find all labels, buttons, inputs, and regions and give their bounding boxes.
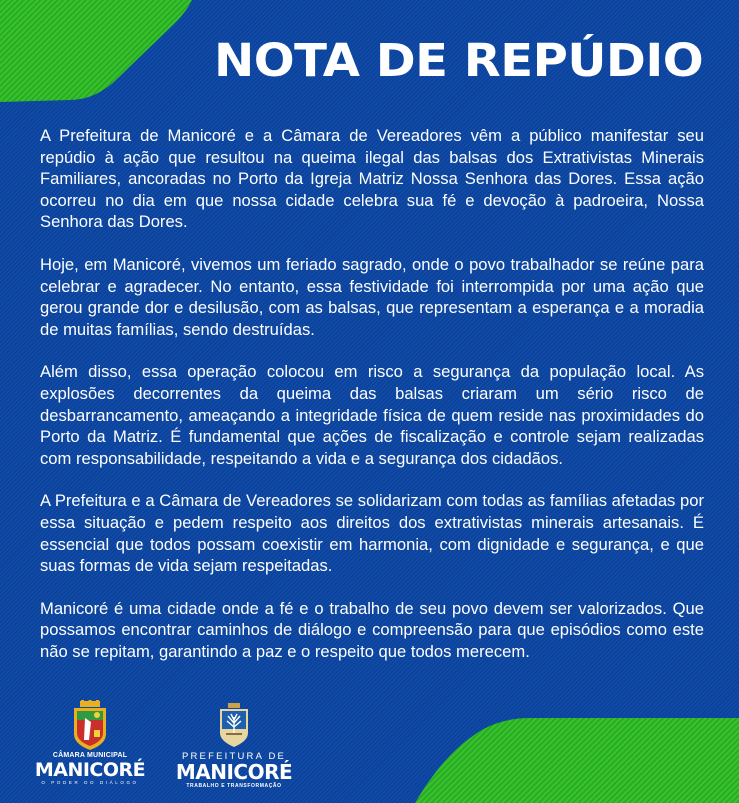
camara-municipal-logo (34, 700, 146, 786)
paragraph-5: Manicoré é uma cidade onde a fé e o trabalho de seu povo devem ser valorizados. Que possamos encontrar caminhos de diálogo e compreensão para que episódios como este não se repitam, garantindo a paz e o respeito que todos merecem. (40, 598, 704, 661)
paragraph-4: A Prefeitura e a Câmara de Vereadores se solidarizam com todas as famílias afetadas por essa situação e pedem respeito aos direitos dos extrativistas minerais artesanais. É essencial que todos possam coexistir em harmonia, com dignidade e segurança, e que suas formas de vida sejam respeitadas. (40, 491, 704, 576)
page-title: NOTA DE REPÚDIO (213, 34, 703, 87)
paragraph-3: Além disso, essa operação colocou em risco a segurança da população local. As explosões decorrentes da queima das balsas criaram um sério risco de desbarrancamento, ameaçando a integridade física de quem reside nas proximidades do Porto da Matriz. É fundamental que ações de fiscalização e controle sejam realizadas com responsabilidade, respeitando a vida e a segurança dos cidadãos. (40, 362, 704, 468)
prefeitura-name: MANICORÉ (175, 760, 293, 784)
prefeitura-logo (176, 703, 292, 789)
camara-coat-of-arms-icon (70, 700, 110, 750)
prefeitura-top-label: PREFEITURA DE (181, 751, 287, 762)
camara-top-label: CÂMARA MUNICIPAL (52, 752, 128, 759)
statement-body (40, 125, 704, 683)
prefeitura-coat-of-arms-icon (216, 703, 252, 747)
camara-tagline: O PODER DO DIÁLOGO (41, 780, 139, 785)
paragraph-1: A Prefeitura de Manicoré e a Câmara de Vereadores vêm a público manifestar seu repúdio à ação que resultou na queima ilegal das balsas dos Extrativistas Minerais Familiares, ancoradas no Porto da Igreja Matriz Nossa Senhora das Dores. Essa ação ocorreu no dia em que nossa cidade celebra sua fé e devoção à padroeira, Nossa Senhora das Dores. (40, 126, 704, 232)
prefeitura-tagline: TRABALHO E TRANSFORMAÇÃO (186, 783, 282, 789)
paragraph-2: Hoje, em Manicoré, vivemos um feriado sagrado, onde o povo trabalhador se reúne para celebrar e agradecer. No entanto, essa festividade foi interrompida por uma ação que gerou grande dor e desilusão, com as balsas, que representam a esperança e a moradia de muitas famílias, sendo destruídas. (40, 254, 704, 339)
camara-name: MANICORÉ (34, 759, 146, 781)
